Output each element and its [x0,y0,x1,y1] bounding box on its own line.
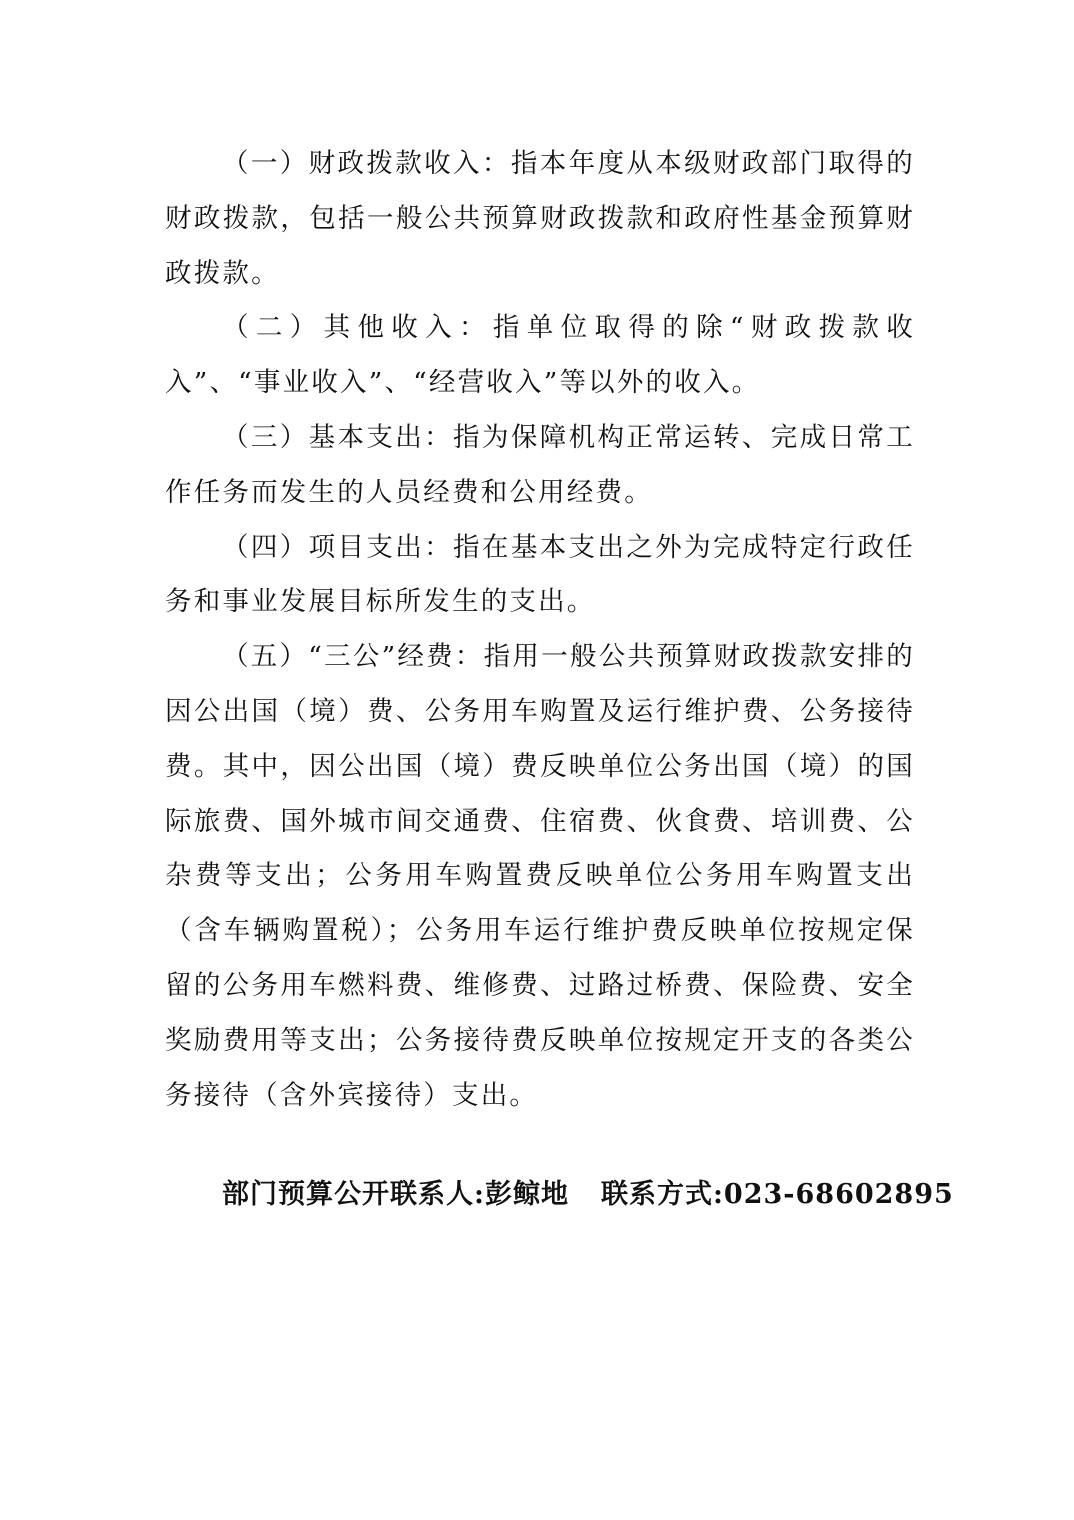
paragraph-basic-expenditure: （三）基本支出：指为保障机构正常运转、完成日常工作任务而发生的人员经费和公用经费。 [165,421,915,508]
paragraph-project-expenditure: （四）项目支出：指在基本支出之外为完成特定行政任务和事业发展目标所发生的支出。 [165,531,915,618]
paragraph-other-income: （二）其他收入：指单位取得的除“财政拨款收入”、“事业收入”、“经营收入”等以外的收入。 [165,312,915,399]
contact-method: 联系方式:023-68602895 [600,1179,954,1210]
paragraph-three-public-expenses: （五）“三公”经费：指用一般公共预算财政拨款安排的因公出国（境）费、公务用车购置及运行维护费、公务接待费。其中，因公出国（境）费反映单位公务出国（境）的国际旅费、国外城市间交通费、住宿费、伙食费、培训费、公杂费等支出；公务用车购置费反映单位公务用车购置支出（含车辆购置税）；公务用车运行维护费反映单位按规定保留的公务用车燃料费、维修费、过路过桥费、保险费、安全奖励费用等支出；公务接待费反映单位按规定开支的各类公务接待（含外宾接待）支出。 [165,641,915,1111]
document-body [165,137,915,1123]
contact-person: 部门预算公开联系人:彭鲸地 [222,1179,569,1210]
paragraph-fiscal-appropriation-income: （一）财政拨款收入：指本年度从本级财政部门取得的财政拨款，包括一般公共预算财政拨款和政府性基金预算财政拨款。 [165,148,915,289]
contact-line [222,1168,954,1222]
